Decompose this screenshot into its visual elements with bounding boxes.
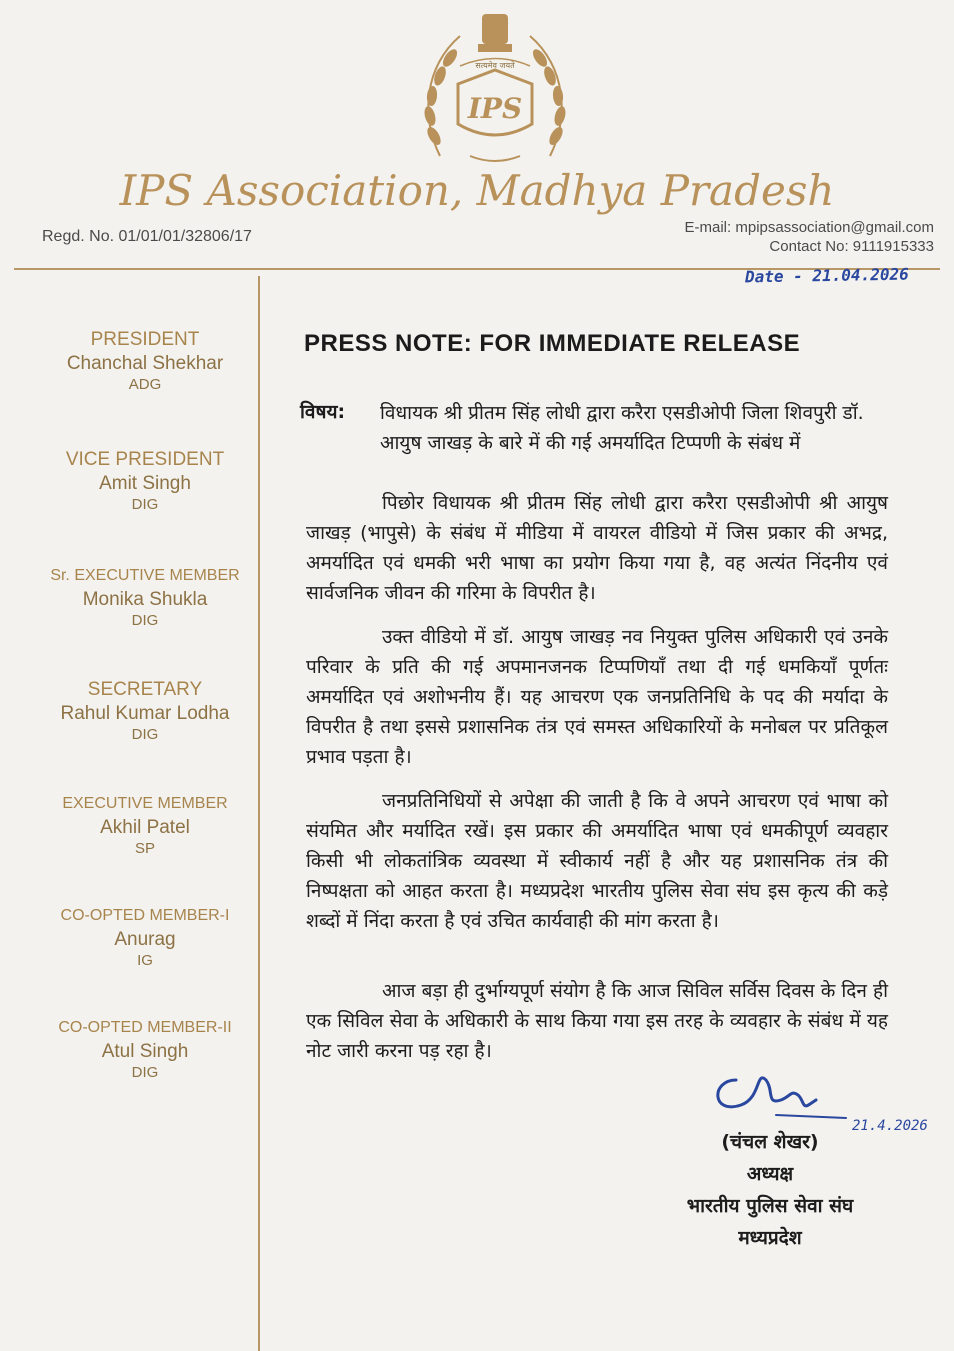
member-role: CO-OPTED MEMBER-I bbox=[60, 907, 230, 924]
member-rank: SP bbox=[134, 840, 155, 857]
paragraph-4: आज बड़ा ही दुर्भाग्यपूर्ण संयोग है कि आज सिविल सर्विस दिवस के दिन ही एक सिविल सेवा के अधिकारी के साथ किया गया इस तरह के व्यवहार के संबंध में यह नोट जारी करना पड़ रहा है। bbox=[306, 980, 888, 1062]
signatory-state: मध्यप्रदेश bbox=[738, 1227, 802, 1249]
member-secretary bbox=[30, 678, 260, 744]
member-role: CO-OPTED MEMBER-II bbox=[58, 1019, 232, 1036]
member-sr-executive bbox=[30, 564, 260, 630]
emblem-monogram: IPS bbox=[467, 92, 523, 125]
signatory-name: (चंचल शेखर) bbox=[721, 1131, 819, 1153]
subject-text: विधायक श्री प्रीतम सिंह लोधी द्वारा करैरा एसडीओपी जिला शिवपुरी डॉ. आयुष जाखड़ के बारे में की गई अमर्यादित टिप्पणी के संबंध में bbox=[380, 402, 864, 454]
signature-icon bbox=[706, 1060, 856, 1130]
member-name: Anurag bbox=[114, 929, 176, 950]
member-executive bbox=[30, 792, 260, 858]
member-rank: DIG bbox=[131, 726, 159, 743]
ips-emblem-icon bbox=[420, 6, 570, 176]
member-co-opted-2 bbox=[30, 1016, 260, 1082]
member-name: Rahul Kumar Lodha bbox=[60, 703, 230, 724]
signature-date: 21.4.2026 bbox=[852, 1118, 928, 1134]
member-rank: DIG bbox=[131, 1064, 159, 1081]
organization-title: IPS Association, Madhya Pradesh bbox=[119, 166, 835, 215]
member-president bbox=[30, 328, 260, 394]
member-rank: ADG bbox=[128, 376, 162, 393]
member-name: Akhil Patel bbox=[100, 817, 190, 838]
member-rank: DIG bbox=[131, 496, 159, 513]
signatory-block bbox=[640, 1126, 900, 1254]
member-role: EXECUTIVE MEMBER bbox=[62, 795, 228, 812]
signatory-designation: अध्यक्ष bbox=[746, 1163, 794, 1185]
subject-label: विषय: bbox=[300, 401, 346, 423]
member-rank: IG bbox=[137, 952, 153, 969]
signatory-organization: भारतीय पुलिस सेवा संघ bbox=[686, 1195, 854, 1217]
press-note-headline: PRESS NOTE: FOR IMMEDIATE RELEASE bbox=[304, 330, 801, 357]
paragraph-1: पिछोर विधायक श्री प्रीतम सिंह लोधी द्वारा करैरा एसडीओपी श्री आयुष जाखड़ (भापुसे) के संबंध में मीडिया में वायरल वीडियो में जिस प्रकार की अभद्र, अमर्यादित एवं धमकी भरी भाषा का प्रयोग किया गया है, वह अत्यंत निंदनीय एवं सार्वजनिक जीवन की गरिमा के विपरीत है। bbox=[306, 492, 888, 604]
handwritten-date: Date - 21.04.2026 bbox=[744, 264, 909, 287]
member-name: Monika Shukla bbox=[82, 589, 208, 610]
paragraph-2: उक्त वीडियो में डॉ. आयुष जाखड़ नव नियुक्त पुलिस अधिकारी एवं उनके परिवार के प्रति की गई अपमानजनक टिप्पणियाँ तथा दी गई धमकियाँ पूर्णतः अमर्यादित एवं अशोभनीय हैं। यह आचरण एक जनप्रतिनिधि के पद की मर्यादा के विपरीत है तथा इससे प्रशासनिक तंत्र एवं समस्त अधिकारियों के मनोबल पर प्रतिकूल प्रभाव पड़ता है। bbox=[306, 626, 888, 768]
member-name: Amit Singh bbox=[99, 473, 191, 494]
member-role: SECRETARY bbox=[87, 679, 203, 700]
email-address: E-mail: mpipsassociation@gmail.com bbox=[684, 219, 934, 236]
member-name: Atul Singh bbox=[101, 1041, 189, 1062]
member-role: Sr. EXECUTIVE MEMBER bbox=[50, 567, 240, 584]
member-role: PRESIDENT bbox=[90, 329, 200, 350]
member-co-opted-1 bbox=[30, 904, 260, 970]
member-name: Chanchal Shekhar bbox=[66, 353, 224, 374]
member-vice-president bbox=[30, 448, 260, 514]
registration-number: Regd. No. 01/01/01/32806/17 bbox=[42, 228, 252, 245]
member-rank: DIG bbox=[131, 612, 159, 629]
contact-block bbox=[685, 218, 934, 256]
contact-number: Contact No: 9111915333 bbox=[769, 238, 934, 255]
paragraph-3: जनप्रतिनिधियों से अपेक्षा की जाती है कि वे अपने आचरण एवं भाषा को संयमित और मर्यादित रखें। इस प्रकार की अमर्यादित भाषा एवं धमकीपूर्ण व्यवहार किसी भी लोकतांत्रिक व्यवस्था में स्वीकार्य नहीं है और यह प्रशासनिक तंत्र की निष्पक्षता को आहत करता है। मध्यप्रदेश भारतीय पुलिस सेवा संघ इस कृत्य की कड़े शब्दों में निंदा करता है एवं उचित कार्यवाही की मांग करता है। bbox=[306, 790, 888, 932]
emblem-motto: सत्यमेव जयते bbox=[475, 61, 515, 70]
member-role: VICE PRESIDENT bbox=[65, 449, 225, 470]
